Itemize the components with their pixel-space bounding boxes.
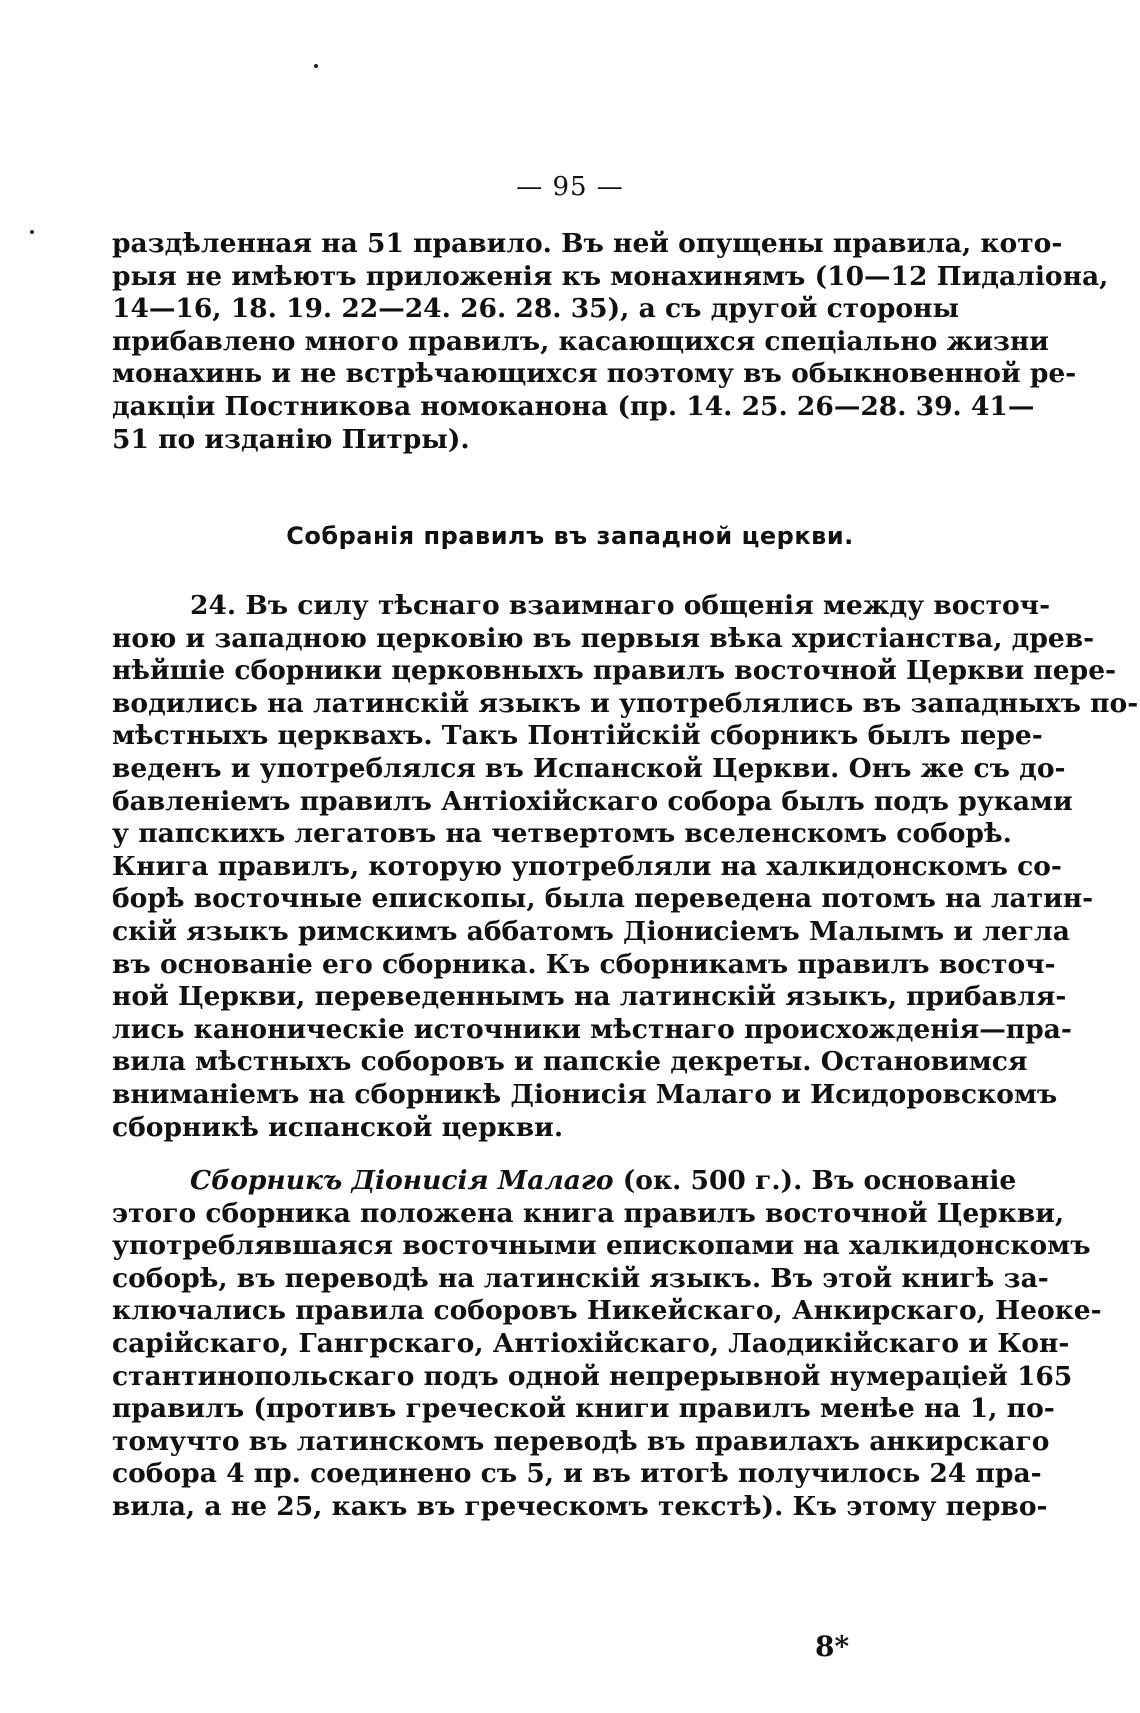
text-line: борѣ восточные епископы, была переведена потомъ на латин- — [112, 883, 1094, 915]
text-line: у папскихъ легатовъ на четвертомъ вселенскомъ соборѣ. — [112, 818, 1012, 850]
page-number: — 95 — — [516, 172, 624, 202]
text-line: сборникѣ испанской церкви. — [112, 1111, 564, 1143]
text-line: ключались правила соборовъ Никейскаго, Анкирскаго, Неоке- — [112, 1295, 1102, 1327]
text-line: 24. Въ силу тѣснаго взаимнаго общенія между восточ- — [190, 590, 1051, 621]
text-line: собора 4 пр. соединено съ 5, и въ итогѣ получилось 24 пра- — [112, 1458, 1042, 1490]
text-line: нѣйшіе сборники церковныхъ правилъ восточной Церкви пере- — [112, 655, 1117, 687]
text-line — [112, 1165, 1017, 1198]
text-line: ной Церкви, переведеннымъ на латинскій языкъ, прибавля- — [112, 981, 1067, 1013]
scan-speck — [314, 64, 318, 68]
text-line: дакціи Постникова номоканона (пр. 14. 25. 26—28. 39. 41— — [112, 390, 1035, 422]
text-line: вила, а не 25, какъ въ греческомъ текстѣ). Къ этому перво- — [112, 1490, 1048, 1522]
text-line: ною и западною церковію въ первыя вѣка христіанства, древ- — [112, 622, 1095, 654]
text-line: лись каноническіе источники мѣстнаго происхожденія—пра- — [112, 1013, 1072, 1045]
text-line: 51 по изданію Питры). — [112, 423, 470, 455]
text-line: въ основаніе его сборника. Къ сборникамъ правилъ восточ- — [112, 948, 1056, 980]
text-line: 14—16, 18. 19. 22—24. 26. 28. 35), а съ другой стороны — [112, 293, 960, 325]
paragraph-3 — [112, 1165, 1102, 1524]
text-line: правилъ (противъ греческой книги правилъ менѣе на 1, по- — [112, 1393, 1055, 1425]
text-line: томучто въ латинскомъ переводѣ въ правилахъ анкирскаго — [112, 1425, 1050, 1457]
text-line: скій языкъ римскимъ аббатомъ Діонисіемъ Малымъ и легла — [112, 915, 1070, 947]
text-line: бавленіемъ правилъ Антіохійскаго собора былъ подъ руками — [112, 785, 1073, 817]
text-line: веденъ и употреблялся въ Испанской Церкви. Онъ же съ до- — [112, 752, 1066, 784]
section-heading: Собранія правилъ въ западной церкви. — [286, 522, 854, 550]
text-line: Книга правилъ, которую употребляли на халкидонскомъ со- — [112, 850, 1062, 882]
text-line: стантинопольскаго подъ одной непрерывной нумераціей 165 — [112, 1360, 1073, 1392]
text-line: этого сборника положена книга правилъ восточной Церкви, — [112, 1197, 1065, 1229]
text-line: рыя не имѣютъ приложенія къ монахинямъ (10—12 Пидаліона, — [112, 260, 1109, 292]
signature-mark: 8* — [815, 1630, 850, 1663]
paragraph-2 — [112, 590, 1139, 1144]
collection-title: Сборникъ Діонисія Малаго — [190, 1165, 614, 1196]
text-line: прибавлено много правилъ, касающихся спеціально жизни — [112, 325, 1049, 357]
text-line: водились на латинскій языкъ и употреблялись въ западныхъ по- — [112, 687, 1139, 719]
text-line: сарійскаго, Гангрскаго, Антіохійскаго, Лаодикійскаго и Кон- — [112, 1327, 1070, 1359]
text-line: соборѣ, въ переводѣ на латинскій языкъ. Въ этой книгѣ за- — [112, 1262, 1049, 1294]
text-line: раздѣленная на 51 правило. Въ ней опущены правила, кото- — [112, 228, 1063, 259]
scan-speck — [30, 230, 34, 234]
text-line: мѣстныхъ церквахъ. Такъ Понтійскій сборникъ былъ пере- — [112, 720, 1043, 752]
text-line: употреблявшаяся восточными епископами на халкидонскомъ — [112, 1230, 1091, 1262]
text-fragment: (ок. 500 г.). Въ основаніе — [613, 1165, 1017, 1196]
paragraph-1 — [112, 228, 1109, 456]
text-line: вила мѣстныхъ соборовъ и папскіе декреты. Остановимся — [112, 1046, 1028, 1078]
text-line: монахинь и не встрѣчающихся поэтому въ обыкновенной ре- — [112, 358, 1077, 390]
text-line: вниманіемъ на сборникѣ Діонисія Малаго и Исидоровскомъ — [112, 1078, 1058, 1110]
